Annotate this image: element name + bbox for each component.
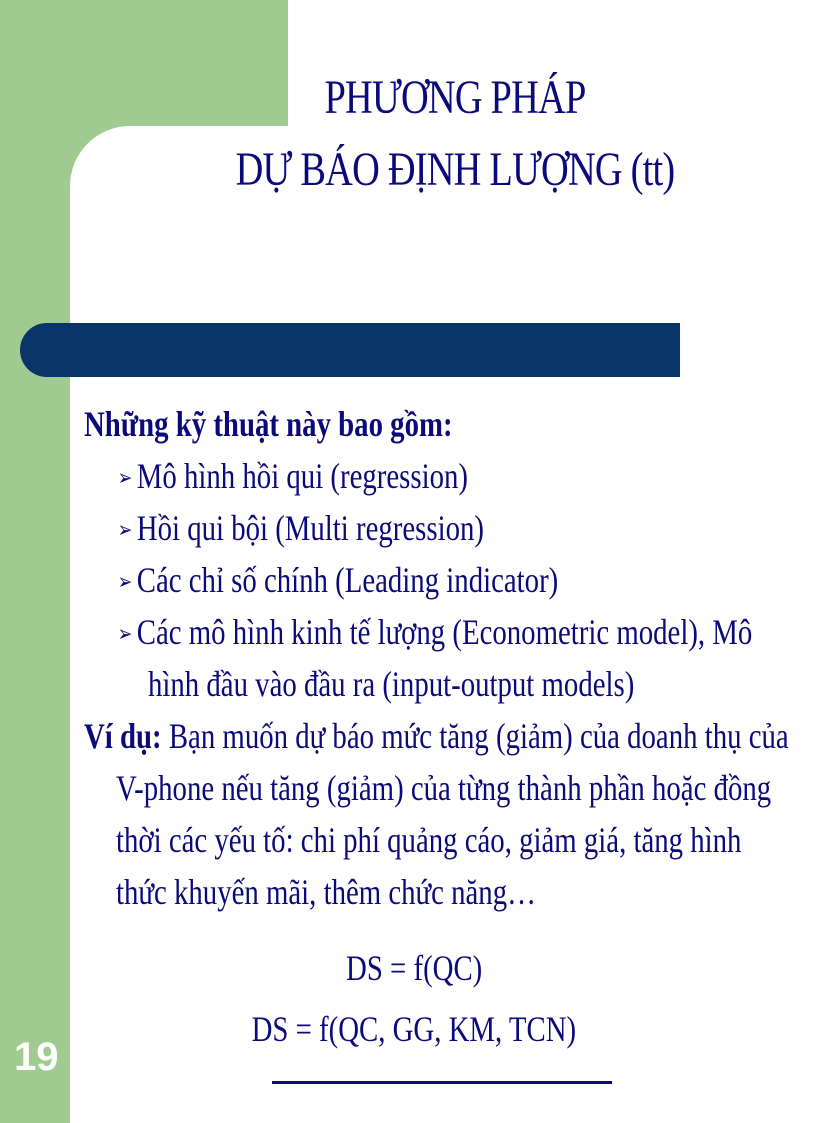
bullet-continuation: hình đầu vào đầu ra (input-output models) [148, 664, 635, 704]
example-text: Bạn muốn dự báo mức tăng (giảm) của doanh thụ của [161, 716, 789, 756]
divider-bar [20, 323, 680, 377]
bullet-text: Các chỉ số chính (Leading indicator) [136, 560, 559, 600]
bullet-text: Các mô hình kinh tế lượng (Econometric model), Mô [136, 612, 753, 652]
bullet-text: Hồi qui bội (Multi regression) [136, 508, 484, 548]
arrowhead-right-icon: ➢ [117, 621, 133, 646]
bullet-text: Mô hình hồi qui (regression) [136, 456, 468, 496]
example-label: Ví dụ: [84, 716, 162, 756]
bullet-item [84, 606, 753, 658]
arrowhead-right-icon: ➢ [117, 465, 133, 490]
formula-2: DS = f(QC, GG, KM, TCN) [251, 1009, 577, 1049]
example-paragraph [84, 710, 789, 762]
formula-1: DS = f(QC) [345, 948, 483, 988]
bullet-item [84, 554, 644, 606]
bullet-item [84, 502, 644, 554]
bullet-item [84, 450, 644, 502]
slide-title [211, 62, 699, 206]
title-line-2: DỰ BÁO ĐỊNH LƯỢNG (tt) [235, 143, 675, 196]
footer-rule [272, 1081, 612, 1084]
section-heading: Những kỹ thuật này bao gồm: [84, 404, 453, 444]
slide-body [84, 398, 789, 918]
page-number: 19 [14, 1035, 59, 1079]
example-line: V-phone nếu tăng (giảm) của từng thành phần hoặc đồng [116, 768, 772, 808]
example-line: thời các yếu tố: chi phí quảng cáo, giảm giá, tăng hình [116, 820, 742, 860]
arrowhead-right-icon: ➢ [117, 569, 133, 594]
title-line-1: PHƯƠNG PHÁP [324, 71, 586, 124]
example-line: thức khuyến mãi, thêm chức năng… [116, 872, 536, 912]
arrowhead-right-icon: ➢ [117, 517, 133, 542]
